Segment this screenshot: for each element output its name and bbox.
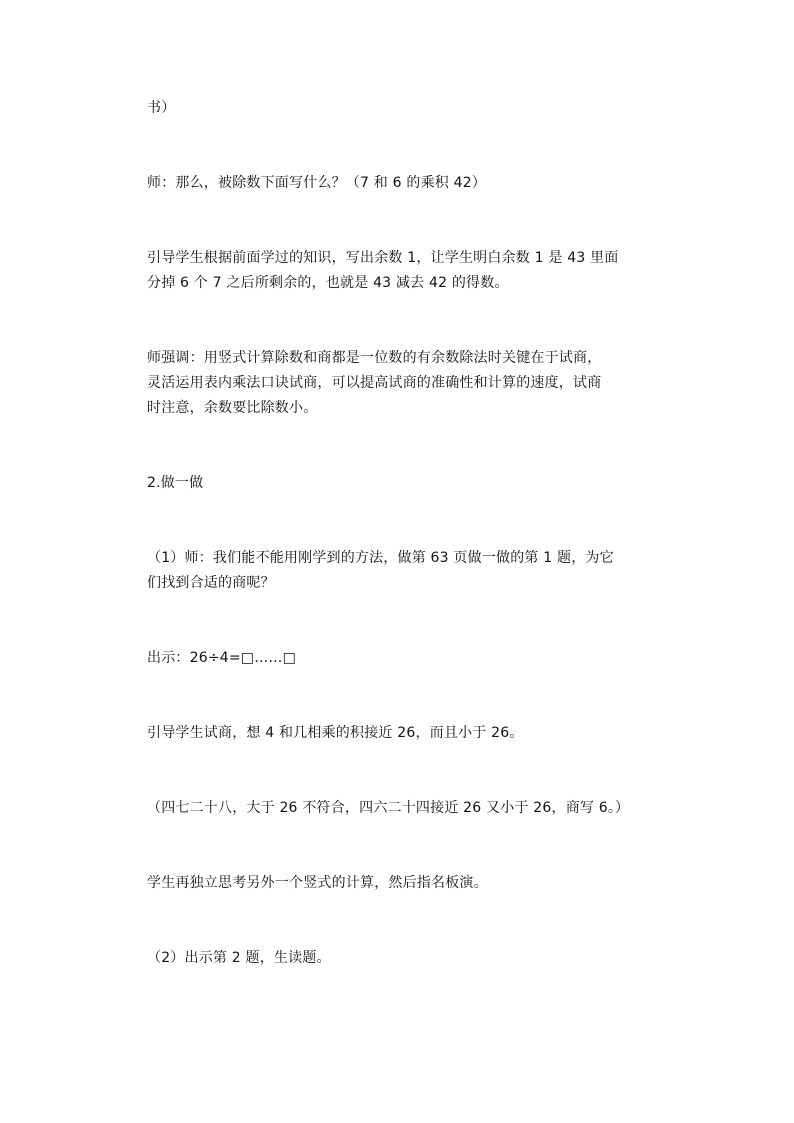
text-line: 书） xyxy=(147,100,176,116)
text-line: 学生再独立思考另外一个竖式的计算，然后指名板演。 xyxy=(147,875,488,891)
text-line: 引导学生根据前面学过的知识，写出余数 1，让学生明白余数 1 是 43 里面 xyxy=(147,250,619,266)
text-line: 们找到合适的商呢？ xyxy=(147,575,275,591)
text-line: 分掉 6 个 7 之后所剩余的，也就是 43 减去 42 的得数。 xyxy=(147,275,509,291)
section-heading: 2.做一做 xyxy=(147,475,204,491)
text-line: 灵活运用表内乘法口诀试商，可以提高试商的准确性和计算的速度，试商 xyxy=(147,375,602,391)
text-line: 引导学生试商，想 4 和几相乘的积接近 26，而且小于 26。 xyxy=(147,725,524,741)
text-line: 出示：26÷4=□……□ xyxy=(147,650,297,666)
text-line: （四七二十八，大于 26 不符合，四六二十四接近 26 又小于 26，商写 6。） xyxy=(147,800,630,816)
text-line: （1）师：我们能不能用刚学到的方法，做第 63 页做一做的第 1 题，为它 xyxy=(147,550,614,566)
text-line: （2）出示第 2 题，生读题。 xyxy=(147,950,331,966)
text-line: 师：那么，被除数下面写什么？（7 和 6 的乘积 42） xyxy=(147,175,487,191)
text-line: 师强调：用竖式计算除数和商都是一位数的有余数除法时关键在于试商， xyxy=(147,350,602,366)
text-line: 时注意，余数要比除数小。 xyxy=(147,400,318,416)
